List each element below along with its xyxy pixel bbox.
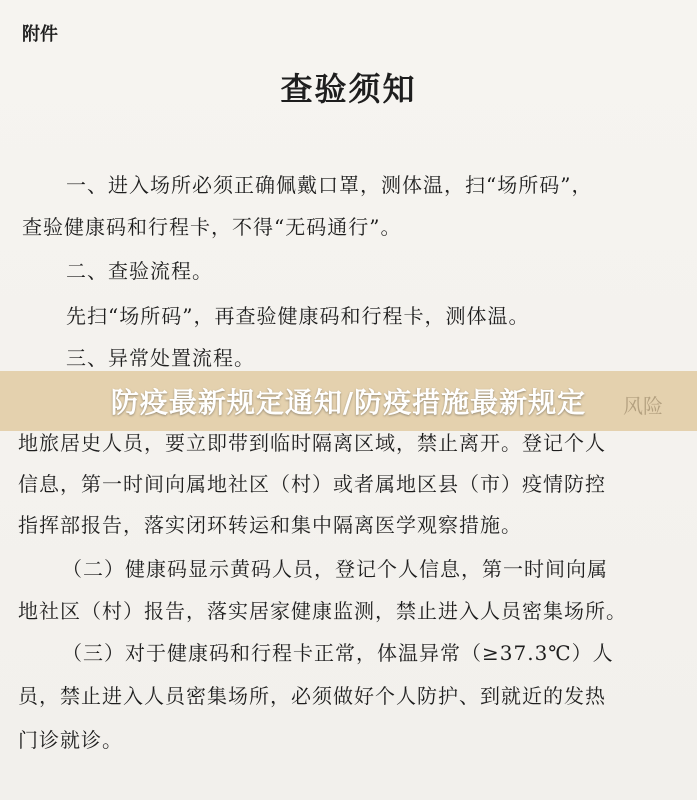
line-2: 查验健康码和行程卡，不得“无码通行”。 <box>22 215 402 239</box>
line-8: 指挥部报告，落实闭环转运和集中隔离医学观察措施。 <box>18 513 522 537</box>
line-7: 信息，第一时间向属地社区（村）或者属地区县（市）疫情防控 <box>18 472 606 496</box>
document-title: 查验须知 <box>280 70 417 108</box>
line-6: 地旅居史人员，要立即带到临时隔离区域，禁止离开。登记个人 <box>18 431 606 455</box>
line-5: 三、异常处置流程。 <box>66 346 255 370</box>
headline-banner[interactable] <box>0 371 697 431</box>
banner-text[interactable]: 防疫最新规定通知/防疫措施最新规定 <box>110 386 587 419</box>
line-10: 地社区（村）报告，落实居家健康监测，禁止进入人员密集场所。 <box>18 599 627 623</box>
line-12: 员，禁止进入人员密集场所，必须做好个人防护、到就近的发热 <box>18 684 606 708</box>
attachment-label: 附件 <box>22 24 58 45</box>
line-9: （二）健康码显示黄码人员，登记个人信息，第一时间向属 <box>62 557 608 581</box>
line-11: （三）对于健康码和行程卡正常，体温异常（≥37.3℃）人 <box>62 641 614 665</box>
line-1: 一、进入场所必须正确佩戴口罩，测体温，扫“场所码”， <box>66 173 593 197</box>
line-3: 二、查验流程。 <box>66 259 213 283</box>
line-13: 门诊就诊。 <box>18 728 123 752</box>
line-4: 先扫“场所码”，再查验健康码和行程卡，测体温。 <box>66 304 530 328</box>
